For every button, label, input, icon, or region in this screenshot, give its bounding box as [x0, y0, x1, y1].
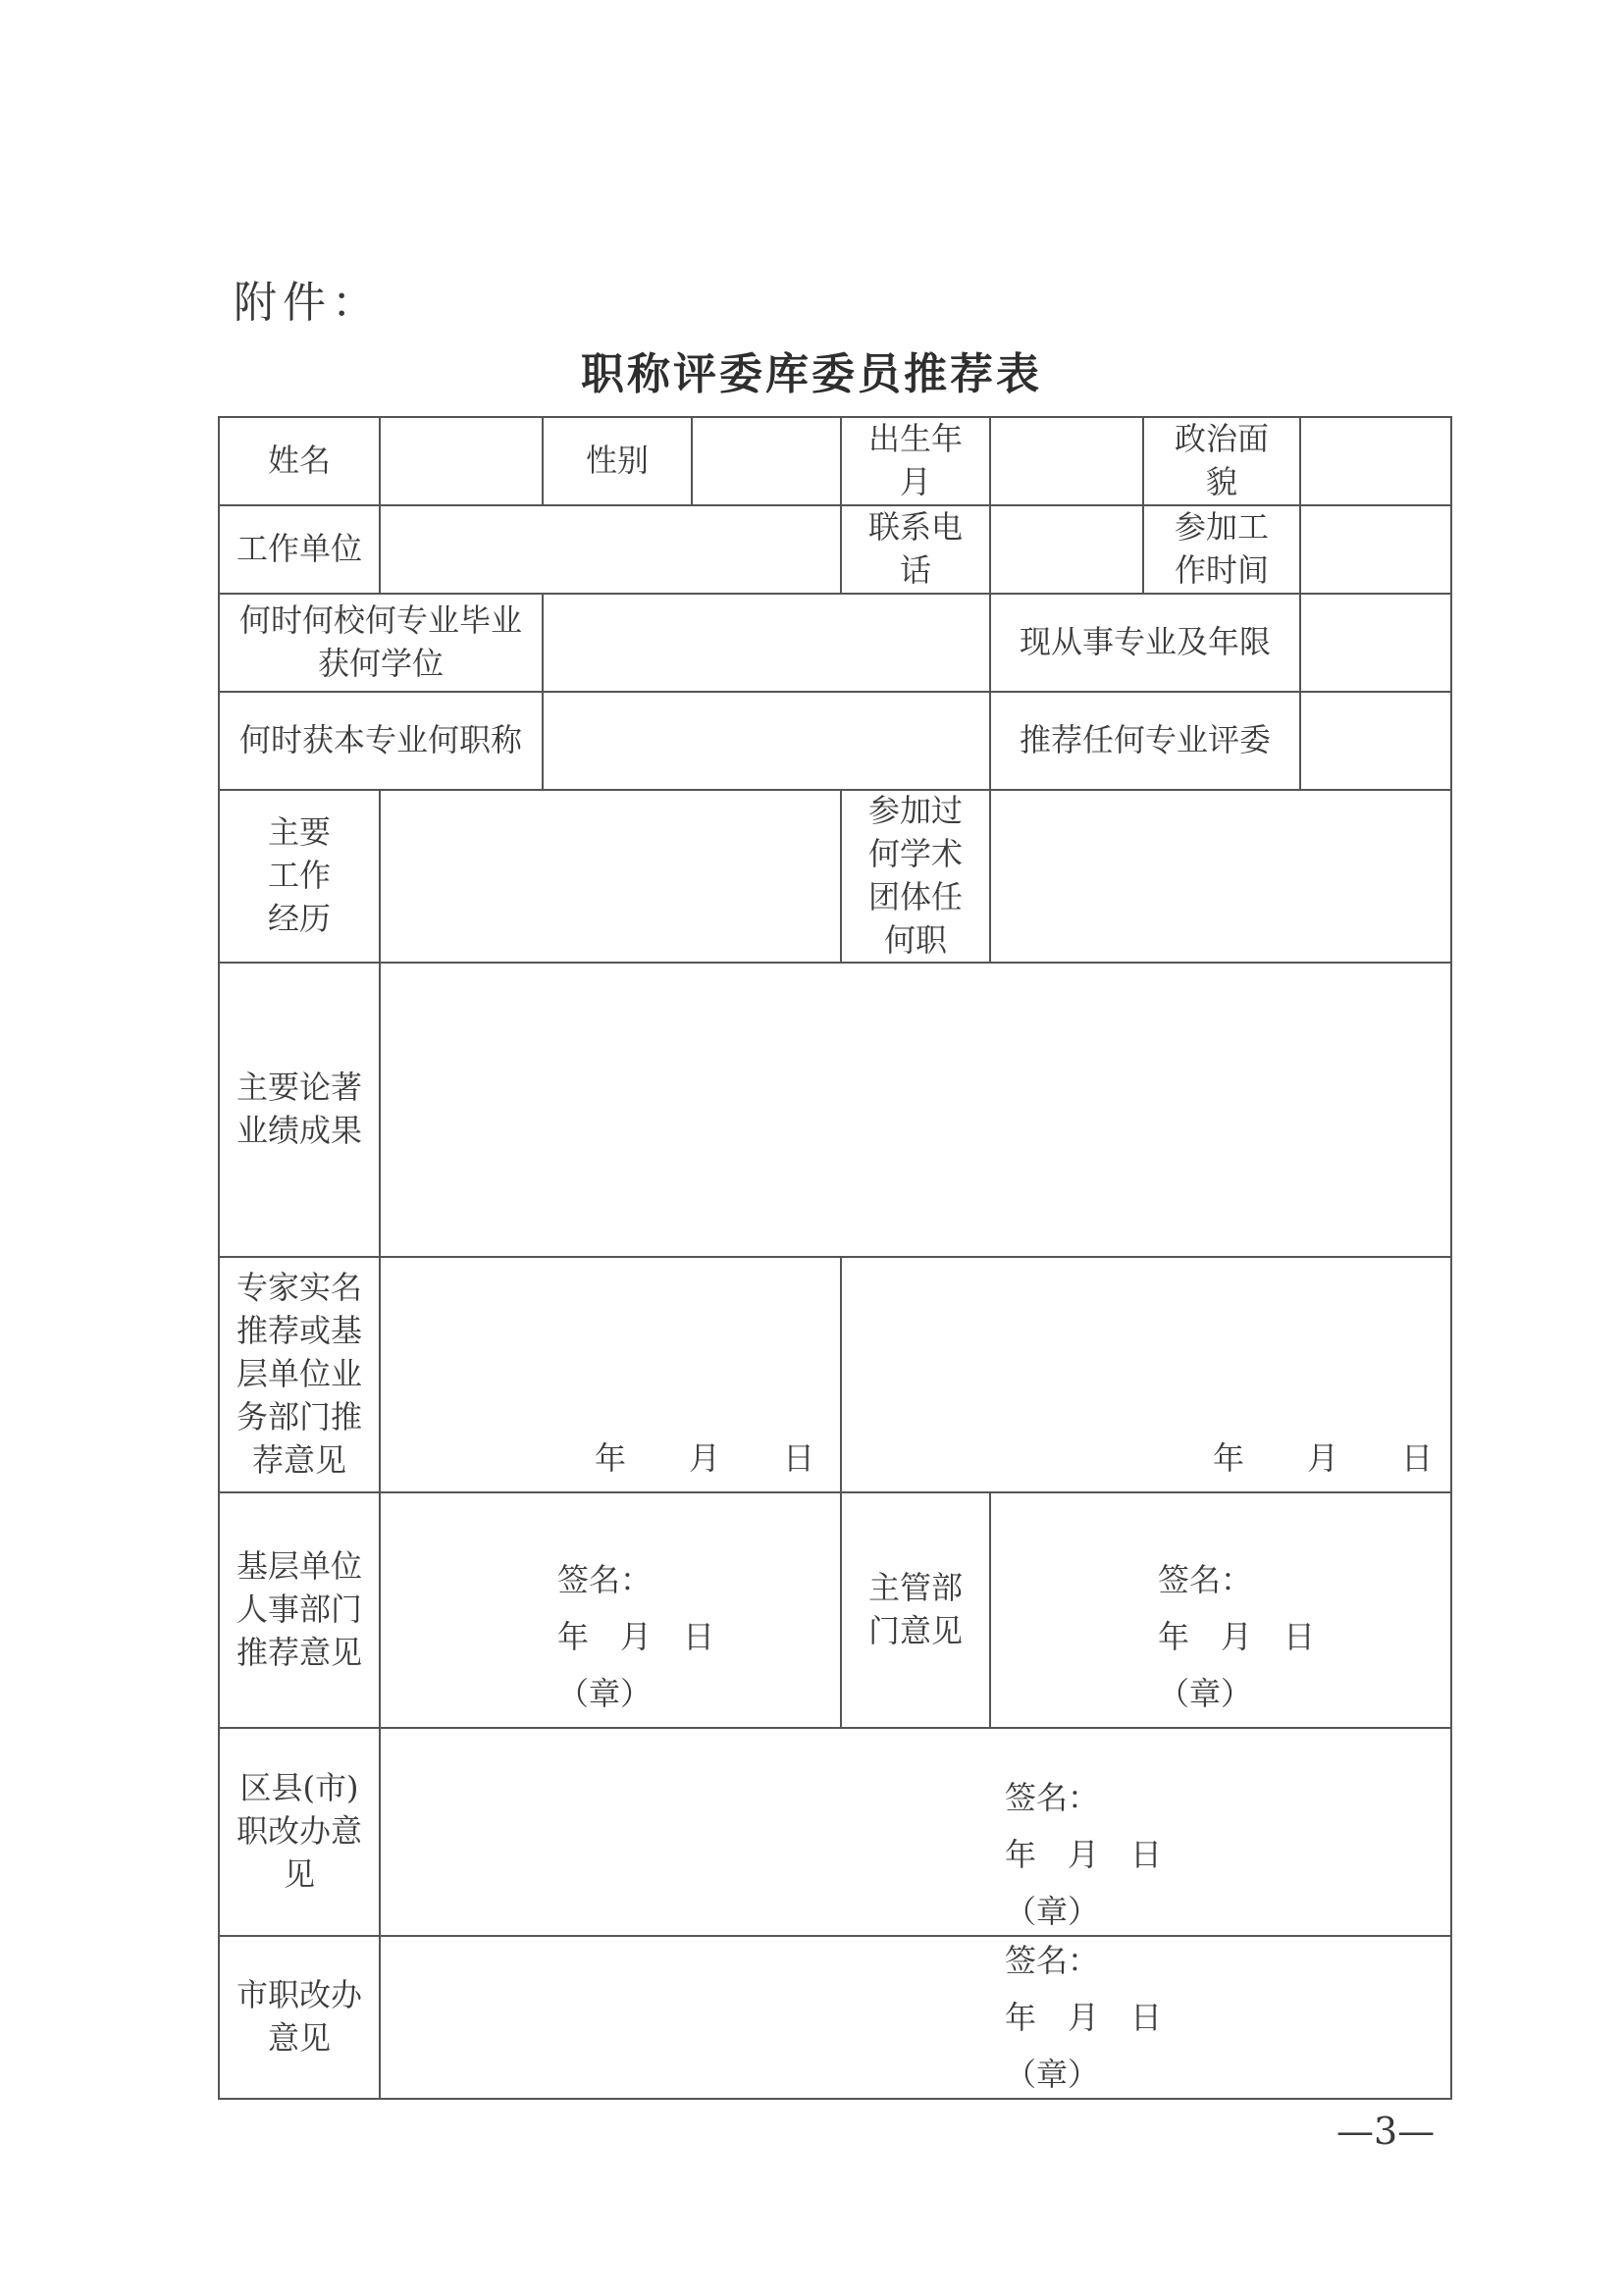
label-title-obtained: 何时获本专业何职称	[238, 721, 522, 758]
page-number: —3—	[1336, 2110, 1436, 2153]
name-field[interactable]	[381, 418, 542, 504]
work-history-field[interactable]	[381, 791, 840, 962]
label-gender: 性别	[585, 442, 649, 479]
label-city-opinion: 市职改办 意见	[236, 1976, 362, 2057]
recommended-committee-field[interactable]	[1301, 693, 1450, 789]
authority-seal: （章）	[1158, 1675, 1253, 1712]
current-major-field[interactable]	[1301, 595, 1450, 691]
authority-signature-label: 签名：	[1158, 1561, 1253, 1598]
authority-date: 年 月 日	[1158, 1618, 1316, 1655]
label-current-major: 现从事专业及年限	[1019, 623, 1271, 660]
label-recommended-committee: 推荐任何专业评委	[1019, 721, 1271, 758]
city-date: 年 月 日	[1005, 1999, 1163, 2036]
title-obtained-field[interactable]	[544, 693, 989, 789]
label-county-opinion: 区县(市) 职改办意 见	[236, 1769, 362, 1893]
work-unit-field[interactable]	[381, 506, 840, 593]
label-graduation: 何时何校何专业毕业 获何学位	[238, 601, 522, 682]
recommendation-form-table	[218, 416, 1452, 2100]
label-publications: 主要论著 业绩成果	[236, 1069, 362, 1149]
label-authority-opinion: 主管部 门意见	[867, 1569, 963, 1649]
hr-signature-label: 签名：	[557, 1561, 653, 1598]
label-birth: 出生年 月	[867, 420, 963, 500]
label-phone: 联系电 话	[867, 508, 963, 589]
publications-field[interactable]	[381, 964, 1450, 1256]
hr-date: 年 月 日	[557, 1618, 715, 1655]
expert-recommend-date-2: 年 月 日	[1213, 1439, 1434, 1477]
expert-recommend-date: 年 月 日	[595, 1439, 815, 1477]
city-opinion-field[interactable]	[381, 1937, 1450, 2098]
city-seal: （章）	[1005, 2056, 1100, 2093]
hr-seal: （章）	[557, 1675, 653, 1712]
birth-field[interactable]	[991, 418, 1142, 504]
label-work-unit: 工作单位	[236, 530, 362, 567]
label-work-start: 参加工 作时间	[1174, 508, 1269, 589]
form-title: 职称评委库委员推荐表	[581, 349, 1042, 399]
phone-field[interactable]	[991, 506, 1142, 593]
academic-groups-field[interactable]	[991, 791, 1450, 962]
table-border-right	[1450, 416, 1452, 2100]
label-work-history: 主要 工作 经历	[267, 813, 331, 937]
city-signature-label: 签名：	[1005, 1942, 1100, 1979]
county-signature-label: 签名：	[1005, 1779, 1100, 1816]
work-start-field[interactable]	[1301, 506, 1450, 593]
county-date: 年 月 日	[1005, 1836, 1163, 1873]
political-status-field[interactable]	[1301, 418, 1450, 504]
label-political-status: 政治面 貌	[1174, 420, 1269, 500]
county-seal: （章）	[1005, 1893, 1100, 1930]
attachment-label: 附件：	[234, 278, 381, 328]
table-border-bottom	[218, 2098, 1452, 2100]
label-name: 姓名	[267, 442, 331, 479]
county-opinion-field[interactable]	[381, 1729, 1450, 1935]
label-hr-opinion: 基层单位 人事部门 推荐意见	[236, 1547, 362, 1671]
graduation-field[interactable]	[544, 595, 989, 691]
label-expert-recommend: 专家实名 推荐或基 层单位业 务部门推 荐意见	[236, 1269, 362, 1479]
label-academic-groups: 参加过 何学术 团体任 何职	[867, 792, 963, 959]
gender-field[interactable]	[693, 418, 840, 504]
